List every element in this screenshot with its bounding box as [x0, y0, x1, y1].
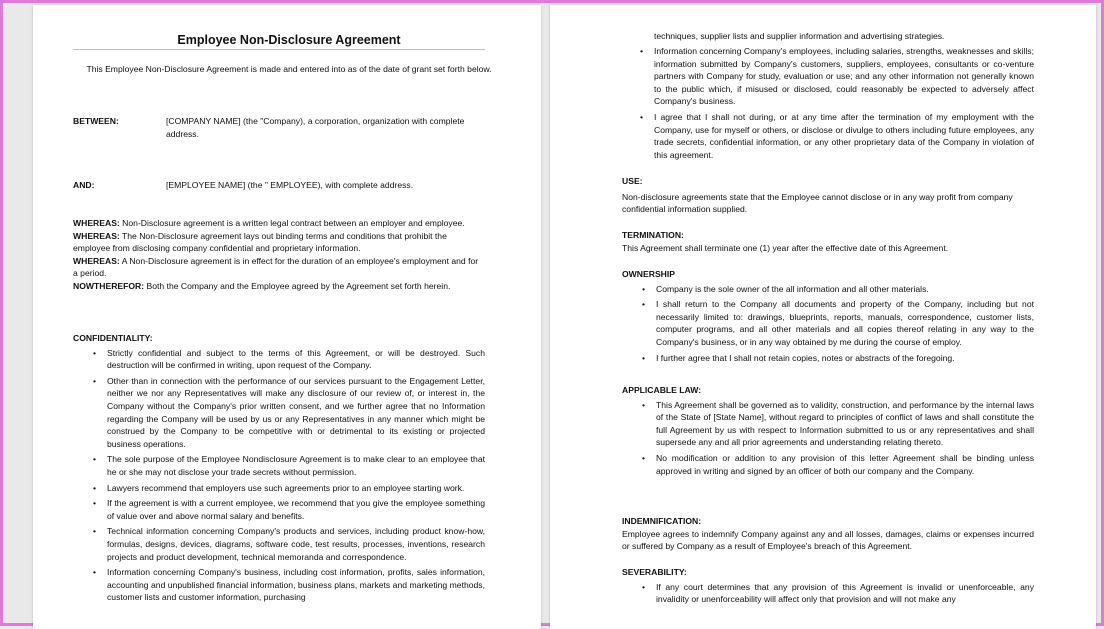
list-item: • Technical information concerning Company's products and services, including product know-how, formulas, designs, devices, diagrams, software code, test results, processes, inventions, research projects and product development, technical memoranda and correspondence. — [73, 525, 485, 563]
list-item: • Strictly confidential and subject to the terms of this Agreement, or will be destroyed. Such destruction will be confirmed in writing, upon request of the Company. — [73, 347, 485, 372]
document-page-left — [33, 5, 541, 629]
section-heading: INDEMNIFICATION: — [622, 516, 702, 526]
list-item: • If any court determines that any provision of this Agreement is invalid or unenforceable, any invalidity or unenforceability will affect only that provision and will not make any — [622, 581, 1034, 606]
termination-section — [622, 229, 1034, 254]
whereas-label: WHEREAS: — [73, 230, 120, 241]
intro-paragraph: This Employee Non-Disclosure Agreement is made and entered into as of the date of grant set forth below. — [86, 64, 492, 74]
title-underline — [73, 49, 485, 50]
and-text: [EMPLOYEE NAME] (the " EMPLOYEE), with complete address. — [166, 180, 414, 190]
indemnification-section — [622, 515, 1034, 553]
whereas-paragraph — [73, 280, 485, 293]
document-page-right — [550, 5, 1096, 629]
section-heading: USE: — [622, 176, 643, 186]
section-heading: CONFIDENTIALITY: — [73, 333, 153, 343]
whereas-label: WHEREAS: — [73, 218, 120, 228]
whereas-paragraph — [73, 217, 485, 230]
whereas-label: NOWTHEREFOR: — [73, 280, 145, 291]
list-item: • Information concerning Company's employees, including salaries, strengths, weaknesses and skills; information submitted by Company's customers, suppliers, employees, consultants or co-venture partners with Company for study, evaluation or use; and any other information not generally known to the public which, if misused or disclosed, could reasonably be expected to adversely affect Company's business. — [620, 45, 1034, 108]
list-item: • I shall return to the Company all documents and property of the Company, including but not necessarily limited to: drawings, blueprints, reports, manuals, correspondence, customer lists, computer programs, and all other materials and all copies thereof relating in any way to the Company's business, or in any way obtained by me during the course of employ. — [622, 298, 1034, 348]
section-heading: OWNERSHIP — [622, 269, 675, 279]
section-heading: APPLICABLE LAW: — [622, 385, 702, 395]
section-text: Employee agrees to indemnify Company against any and all losses, damages, claims or expenses incurred or suffered by Company as a result of Employee's breach of this Agreement. — [622, 528, 1034, 552]
list-item: • Lawyers recommend that employers use such agreements prior to an employee starting work. — [73, 482, 485, 495]
use-section — [622, 175, 1034, 216]
between-label: BETWEEN: — [73, 116, 119, 126]
list-item: • Company is the sole owner of the all information and all other materials. — [622, 283, 1034, 296]
list-item: • Information concerning Company's business, including cost information, profits, sales information, accounting and unpublished financial information, business plans, markets and marketing methods, customer lists and customer information, purchasing — [73, 566, 485, 604]
list-item: • The sole purpose of the Employee Nondisclosure Agreement is to make clear to an employee that he or she may not disclose your trade secrets without permission. — [73, 453, 485, 478]
applicable-law-section — [622, 384, 1034, 480]
list-item: • Other than in connection with the performance of our services pursuant to the Engagement Letter, neither we nor any Representatives will make any disclosure of our review of, or interest in, the Company without the Company's prior written consent, and we further agree that no Information regarding the Company will be used by us or any Representatives in any manner which might be construed by the Company to be competitive with or detrimental to its existing or projected business operations. — [73, 375, 485, 451]
whereas-text: Non-Disclosure agreement is a written legal contract between an employer and employee. — [119, 218, 465, 228]
continued-list — [620, 45, 1034, 164]
document-title: Employee Non-Disclosure Agreement — [177, 33, 401, 47]
section-text: This Agreement shall terminate one (1) year after the effective date of this Agreement. — [622, 242, 949, 253]
list-item: • If the agreement is with a current employee, we recommend that you give the employee something of value over and above normal salary and benefits. — [73, 497, 485, 522]
ownership-section — [622, 268, 1034, 367]
severability-section — [622, 566, 1034, 609]
section-text: Non-disclosure agreements state that the Employee cannot disclose or in any way profit from company confidential information supplied. — [622, 191, 1013, 215]
list-item: • This Agreement shall be governed as to validity, construction, and performance by the internal laws of the State of [State Name], without regard to principles of conflict of laws and shall constitute the full Agreement by us with respect to Information submitted to us or any representatives and shall supersede any and all prior agreements and understanding relating thereto. — [622, 399, 1034, 449]
list-item: • No modification or addition to any provision of this letter Agreement shall be binding unless approved in writing and signed by an officer of both our company and the Company. — [622, 452, 1034, 477]
whereas-paragraph — [73, 255, 485, 280]
section-heading: SEVERABILITY: — [622, 567, 687, 577]
whereas-label: WHEREAS: — [73, 255, 120, 266]
whereas-text: A Non-Disclosure agreement is in effect for the duration of an employee's employment and for a period. — [73, 255, 479, 279]
whereas-text: Both the Company and the Employee agreed by the Agreement set forth herein. — [144, 280, 451, 291]
whereas-paragraph — [73, 230, 485, 255]
confidentiality-section — [73, 332, 485, 607]
whereas-block — [73, 217, 485, 293]
section-heading: TERMINATION: — [622, 230, 684, 240]
whereas-text: The Non-Disclosure agreement lays out binding terms and conditions that prohibit the employee from disclosing company confidential and proprietary information. — [73, 230, 447, 254]
list-item: • I agree that I shall not during, or at any time after the termination of my employment with the Company, use for myself or others, or disclose or divulge to others including future employees, any trade secrets, confidential information, or any other proprietary data of the Company in violation of this agreement. — [620, 111, 1034, 161]
and-label: AND: — [73, 180, 95, 190]
continued-line: techniques, supplier lists and supplier information and advertising strategies. — [654, 31, 945, 41]
list-item: • I further agree that I shall not retain copies, notes or abstracts of the foregoing. — [622, 352, 1034, 365]
between-text: [COMPANY NAME] (the "Company), a corporation, organization with complete address. — [166, 116, 465, 139]
